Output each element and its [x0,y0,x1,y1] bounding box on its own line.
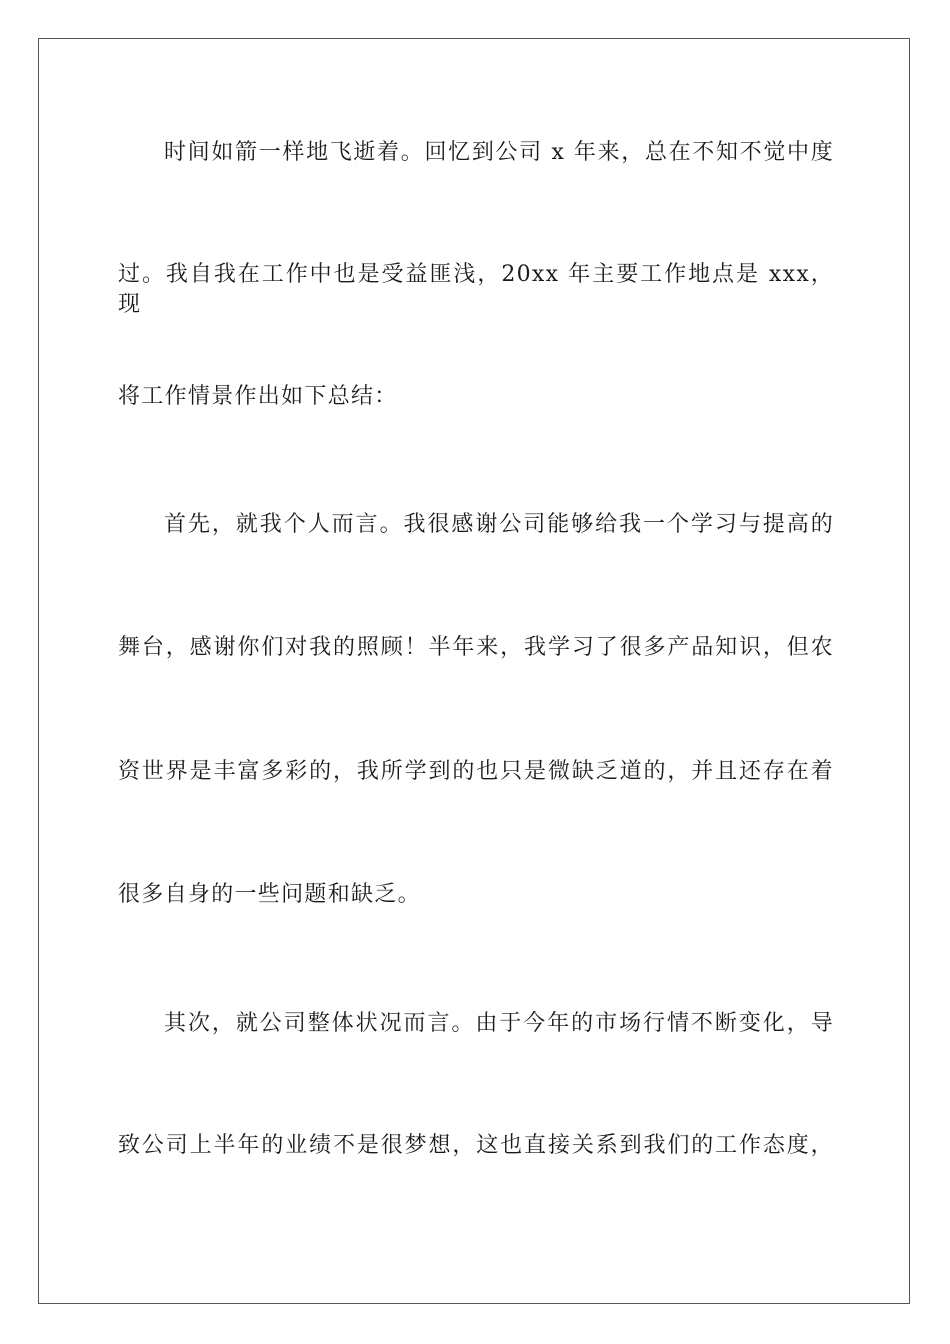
paragraph-2-line-2: 舞台，感谢你们对我的照顾！半年来，我学习了很多产品知识，但农 [118,635,834,660]
page-border [38,38,910,1304]
paragraph-3-line-2: 致公司上半年的业绩不是很梦想，这也直接关系到我们的工作态度， [118,1133,834,1158]
paragraph-1-line-1: 时间如箭一样地飞逝着。回忆到公司 x 年来，总在不知不觉中度 [164,140,834,165]
paragraph-2-line-4: 很多自身的一些问题和缺乏。 [118,882,421,907]
paragraph-3-line-1: 其次，就公司整体状况而言。由于今年的市场行情不断变化，导 [164,1011,834,1036]
paragraph-1-line-3: 将工作情景作出如下总结： [118,384,398,409]
paragraph-2-line-1: 首先，就我个人而言。我很感谢公司能够给我一个学习与提高的 [164,512,834,537]
paragraph-2-line-3: 资世界是丰富多彩的，我所学到的也只是微缺乏道的，并且还存在着 [118,759,834,784]
paragraph-1-line-2: 过。我自我在工作中也是受益匪浅，20xx 年主要工作地点是 xxx，现 [118,262,834,317]
